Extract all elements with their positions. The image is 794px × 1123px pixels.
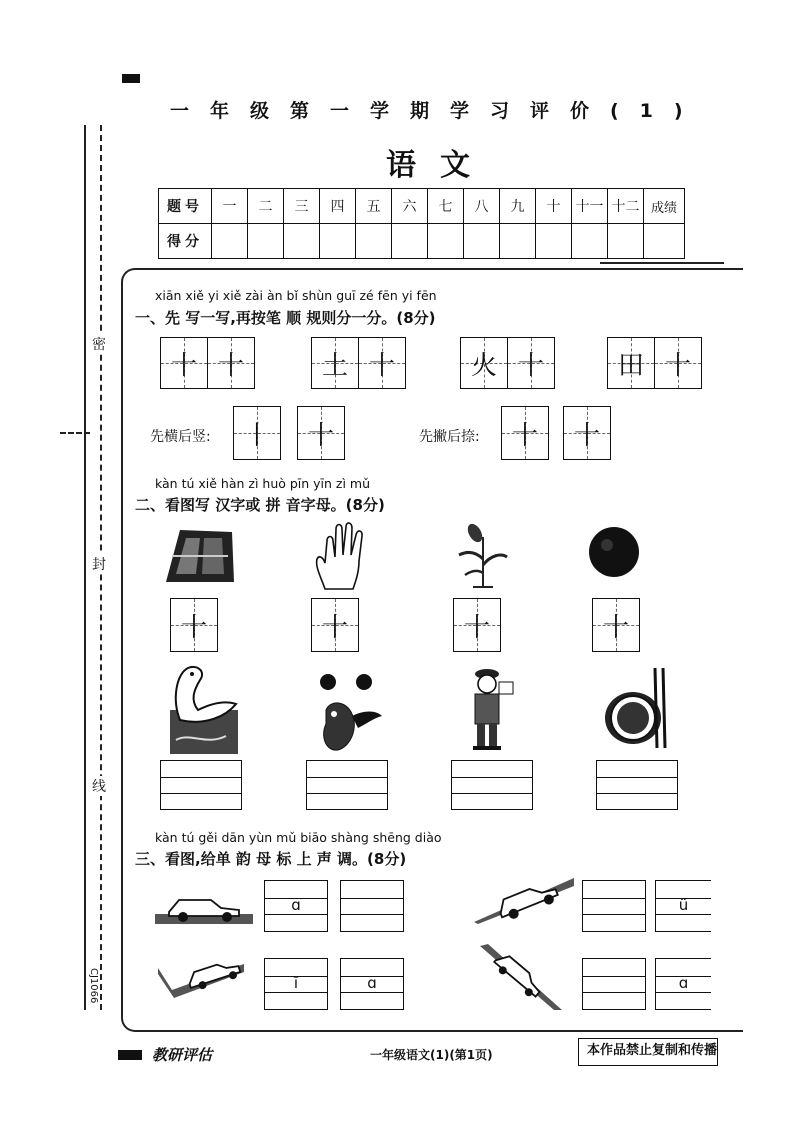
q1-grid-box[interactable]: 十 — [160, 337, 208, 389]
score-cell[interactable] — [248, 224, 284, 259]
q3-tone-box[interactable]: ɑ — [264, 880, 328, 932]
score-col: 五 — [356, 189, 392, 224]
q3-tone-box[interactable]: ɑ — [655, 958, 711, 1010]
binding-char-xian: 线 — [92, 776, 106, 796]
score-table — [158, 188, 685, 259]
q1-grid-box[interactable]: 火 — [460, 337, 508, 389]
footer-marker — [118, 1050, 142, 1060]
q2-pinyin-box[interactable] — [160, 760, 242, 810]
score-cell[interactable] — [392, 224, 428, 259]
score-col: 六 — [392, 189, 428, 224]
q2-pinyin-box[interactable] — [306, 760, 388, 810]
q1-answer-box[interactable]: 十 — [297, 406, 345, 460]
score-col: 七 — [428, 189, 464, 224]
binding-char-mi: 密 — [92, 334, 106, 354]
car-up-picture — [474, 872, 574, 924]
q3-heading: 三、看图,给单 韵 母 标 上 声 调。(8分) — [135, 850, 407, 868]
goose-picture — [166, 660, 242, 756]
q3-tone-box[interactable]: ɑ — [340, 958, 404, 1010]
hand-picture — [311, 521, 373, 591]
q3-tone-box[interactable] — [340, 880, 404, 932]
score-cell[interactable] — [428, 224, 464, 259]
score-cell[interactable] — [320, 224, 356, 259]
q1-answer-box[interactable]: 丨 — [233, 406, 281, 460]
q1-answer-box[interactable]: 十 — [501, 406, 549, 460]
drum-picture — [603, 664, 673, 752]
binding-solid-line — [84, 125, 86, 1010]
corner-marker — [122, 74, 140, 83]
score-col: 三 — [284, 189, 320, 224]
q1-grid-box[interactable]: 土 — [311, 337, 359, 389]
q1-pinyin: xiān xiě yi xiě zài àn bǐ shùn guī zé fēn yi fēn — [155, 288, 437, 303]
binding-notch — [60, 432, 90, 434]
q1-label-pie-na: 先撇后捺: — [419, 429, 480, 445]
plant-picture — [455, 521, 511, 589]
q1-grid-box[interactable]: 十 — [358, 337, 406, 389]
footer-publisher: 教研评估 — [152, 1046, 213, 1064]
car-valley-picture — [158, 950, 246, 1000]
footer-page-label: 一年级语文(1)(第1页) — [370, 1048, 493, 1062]
binding-char-feng: 封 — [92, 554, 106, 574]
q2-grid-box[interactable]: 十 — [170, 598, 218, 652]
score-cell[interactable] — [572, 224, 608, 259]
q2-grid-box[interactable]: 十 — [592, 598, 640, 652]
q1-heading: 一、先 写一写,再按笔 顺 规则分一分。(8分) — [135, 309, 436, 327]
q2-pinyin-box[interactable] — [596, 760, 678, 810]
score-cell[interactable] — [212, 224, 248, 259]
score-cell[interactable] — [608, 224, 644, 259]
score-col: 一 — [212, 189, 248, 224]
score-cell[interactable] — [536, 224, 572, 259]
frame-top-line — [600, 262, 724, 264]
score-col: 四 — [320, 189, 356, 224]
score-cell-total[interactable] — [644, 224, 685, 259]
score-row-label: 题号 — [159, 189, 212, 224]
q2-pinyin-box[interactable] — [451, 760, 533, 810]
car-flat-picture — [155, 890, 253, 926]
score-cell[interactable] — [356, 224, 392, 259]
q3-tone-box[interactable]: ī — [264, 958, 328, 1010]
score-table-score-row — [159, 224, 685, 259]
q3-tone-box[interactable] — [582, 880, 646, 932]
ball-picture — [587, 525, 641, 579]
subject-title: 语文 — [386, 148, 494, 183]
score-table-header-row — [159, 189, 685, 224]
score-col: 十 — [536, 189, 572, 224]
car-down-picture — [478, 940, 562, 1012]
postman-picture — [465, 662, 523, 754]
q3-pinyin: kàn tú gěi dān yùn mǔ biāo shàng shēng diào — [155, 830, 442, 845]
score-cell[interactable] — [500, 224, 536, 259]
q2-grid-box[interactable]: 十 — [311, 598, 359, 652]
q2-heading: 二、看图写 汉字或 拼 音字母。(8分) — [135, 496, 385, 514]
fish-picture — [318, 670, 384, 754]
q1-grid-box[interactable]: 十 — [654, 337, 702, 389]
q1-label-heng-shu: 先横后竖: — [150, 429, 211, 445]
q2-pinyin: kàn tú xiě hàn zì huò pīn yīn zì mǔ — [155, 476, 371, 491]
q3-tone-box[interactable]: ü — [655, 880, 711, 932]
q1-grid-box[interactable]: 十 — [507, 337, 555, 389]
exam-title: 一年级第一学期学习评价(1) — [170, 100, 704, 122]
score-col-total: 成绩 — [644, 189, 685, 224]
score-col: 九 — [500, 189, 536, 224]
score-cell[interactable] — [464, 224, 500, 259]
footer-copyright-notice: 本作品禁止复制和传播 — [578, 1038, 718, 1066]
q1-grid-box[interactable]: 十 — [207, 337, 255, 389]
window-picture — [162, 526, 238, 584]
score-col: 十二 — [608, 189, 644, 224]
q1-answer-box[interactable]: 十 — [563, 406, 611, 460]
q2-grid-box[interactable]: 十 — [453, 598, 501, 652]
score-col: 二 — [248, 189, 284, 224]
q3-tone-box[interactable] — [582, 958, 646, 1010]
score-cell[interactable] — [284, 224, 320, 259]
binding-code: CJ1066 — [88, 968, 99, 1004]
score-col: 八 — [464, 189, 500, 224]
score-row-label: 得分 — [159, 224, 212, 259]
score-col: 十一 — [572, 189, 608, 224]
q1-grid-box[interactable]: 田 — [607, 337, 655, 389]
